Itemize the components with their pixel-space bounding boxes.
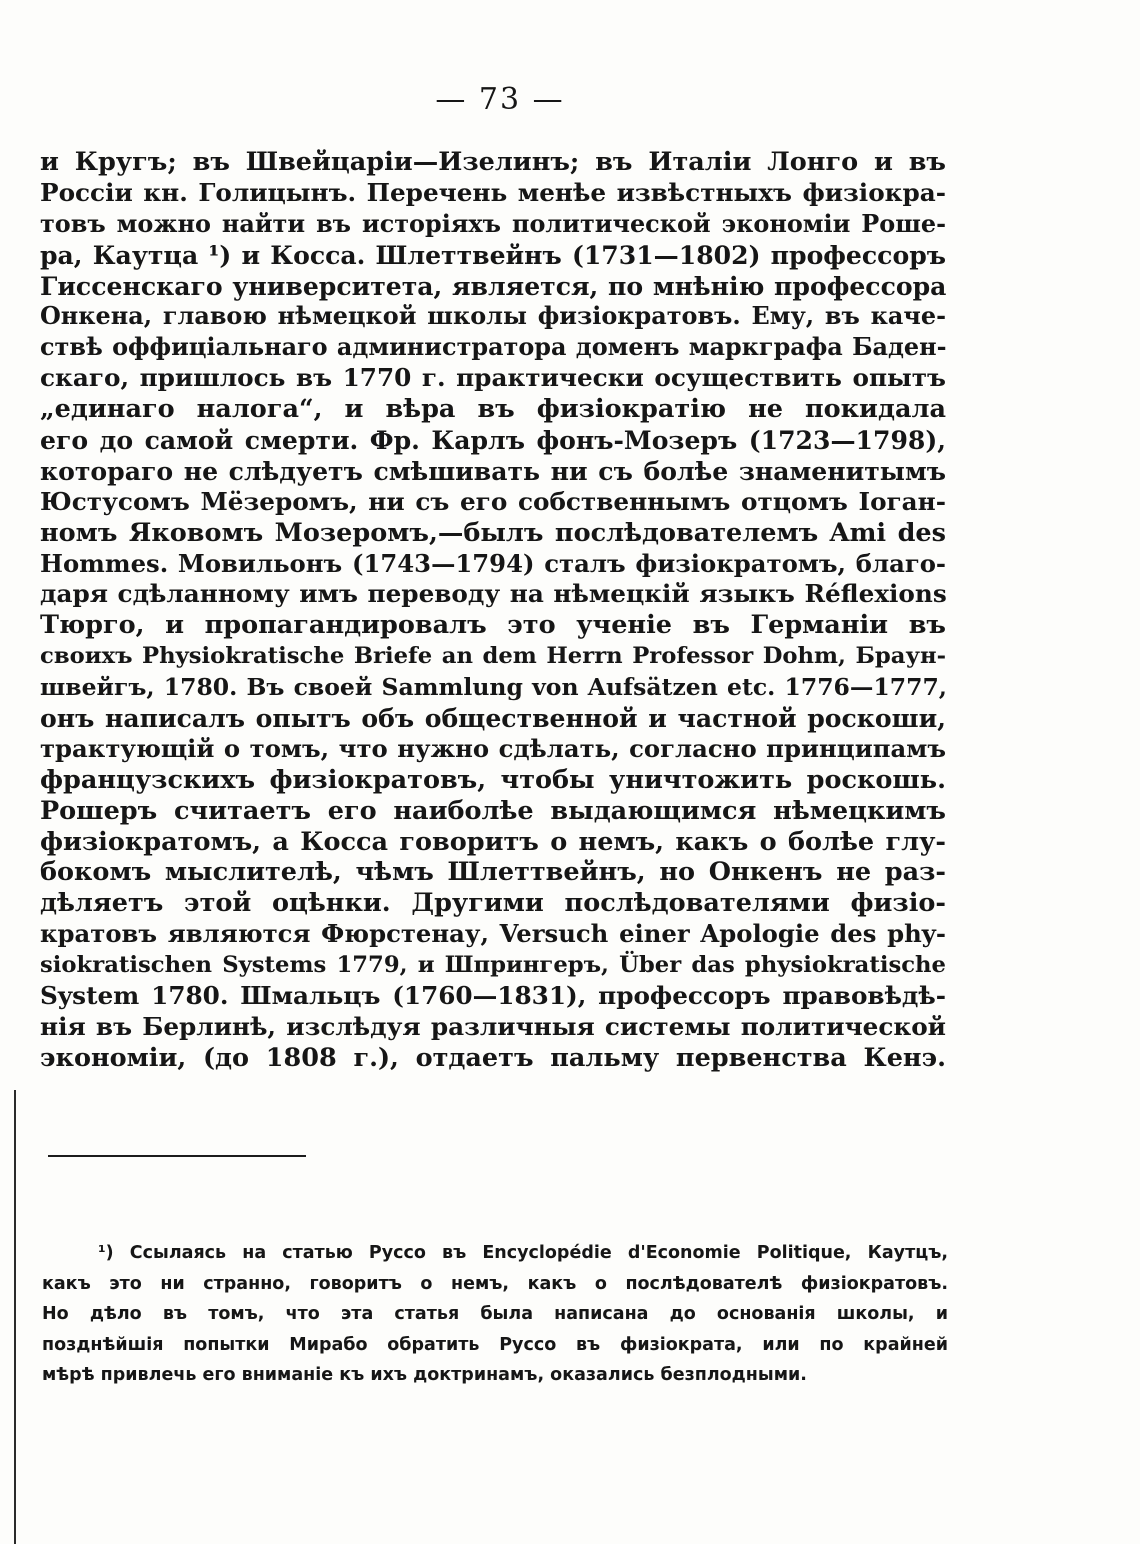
text-line: скаго, пришлось въ 1770 г. практически осуществить опытъ — [40, 363, 946, 393]
footnote-divider — [48, 1155, 306, 1157]
text-line: siokratischen Systems 1779, и Шпрингеръ, Über das physiokratische — [40, 952, 946, 979]
text-line: и Кругъ; въ Швейцаріи—Изелинъ; въ Италіи Лонго и въ — [40, 147, 946, 177]
text-line: французскихъ физіократовъ, чтобы уничтожить роскошь. — [40, 764, 946, 795]
page-edge-line — [14, 1090, 16, 1544]
text-line: System 1780. Шмальцъ (1760—1831), профессоръ правовѣдѣ- — [40, 981, 946, 1011]
text-line: физіократомъ, а Косса говоритъ о немъ, какъ о болѣе глу- — [40, 826, 946, 857]
page-number: — 73 — — [435, 82, 565, 117]
text-line: Юстусомъ Мёзеромъ, ни съ его собственнымъ отцомъ Іоган- — [40, 486, 946, 516]
text-line: бокомъ мыслителѣ, чѣмъ Шлеттвейнъ, но Онкенъ не раз- — [40, 857, 946, 888]
footnote-line: какъ это ни странно, говоритъ о немъ, какъ о послѣдователѣ физіократовъ. — [42, 1273, 948, 1294]
text-line: экономіи, (до 1808 г.), отдаетъ пальму первенства Кенэ. — [40, 1042, 946, 1073]
text-line: дѣляетъ этой оцѣнки. Другими послѣдователями физіо- — [40, 888, 946, 919]
text-line: „единаго налога“, и вѣра въ физіократію не покидала — [40, 394, 946, 425]
text-line: номъ Яковомъ Мозеромъ,—былъ послѣдователемъ Ami des — [40, 517, 946, 548]
text-line: трактующій о томъ, что нужно сдѣлать, согласно принципамъ — [40, 733, 946, 763]
main-text — [40, 147, 946, 1074]
footnote-line: ¹) Ссылаясь на статью Руссо въ Encyclopédie d'Economie Politique, Каутцъ, — [98, 1243, 948, 1263]
text-line: ра, Каутца ¹) и Косса. Шлеттвейнъ (1731—1802) профессоръ — [40, 239, 946, 270]
text-line: онъ написалъ опытъ объ общественной и частной роскоши, — [40, 703, 946, 734]
text-line: товъ можно найти въ исторіяхъ политической экономіи Роше- — [40, 209, 946, 238]
text-line: Онкена, главою нѣмецкой школы физіократовъ. Ему, въ каче- — [40, 302, 946, 331]
text-line: Тюрго, и пропагандировалъ это ученіе въ Германіи въ — [40, 610, 946, 641]
text-line: ствѣ оффиціальнаго администратора доменъ маркграфа Баден- — [40, 333, 947, 362]
footnote-line: мѣрѣ привлечь его вниманіе къ ихъ доктринамъ, оказались безплодными. — [42, 1365, 807, 1385]
text-line: его до самой смерти. Фр. Карлъ фонъ-Мозеръ (1723—1798), — [40, 425, 946, 456]
footnote-block — [42, 1238, 948, 1391]
footnote-line: Но дѣло въ томъ, что эта статья была написана до основанія школы, и — [42, 1304, 948, 1324]
footnote-line: позднѣйшія попытки Мирабо обратить Руссо въ физіократа, или по крайней — [42, 1334, 948, 1355]
text-line: Рошеръ считаетъ его наиболѣе выдающимся нѣмецкимъ — [40, 795, 946, 826]
text-line: Россіи кн. Голицынъ. Перечень менѣе извѣстныхъ физіокра- — [40, 177, 946, 207]
text-line: Hommes. Мовильонъ (1743—1794) сталъ физіократомъ, благо- — [40, 548, 946, 578]
text-line: котораго не слѣдуетъ смѣшивать ни съ болѣе знаменитымъ — [40, 455, 946, 486]
text-line: своихъ Physiokratische Briefe an dem Herrn Professor Dohm, Браун- — [40, 643, 946, 670]
text-line: нія въ Берлинѣ, изслѣдуя различныя системы политической — [40, 1011, 946, 1041]
text-line: кратовъ являются Фюрстенау, Versuch einer Apologie des phy- — [40, 919, 946, 949]
text-line: даря сдѣланному имъ переводу на нѣмецкій языкъ Réflexions — [40, 579, 947, 609]
text-line: швейгъ, 1780. Въ своей Sammlung von Aufsätzen etc. 1776—1777, — [40, 673, 947, 702]
text-line: Гиссенскаго университета, является, по мнѣнію профессора — [40, 270, 947, 301]
